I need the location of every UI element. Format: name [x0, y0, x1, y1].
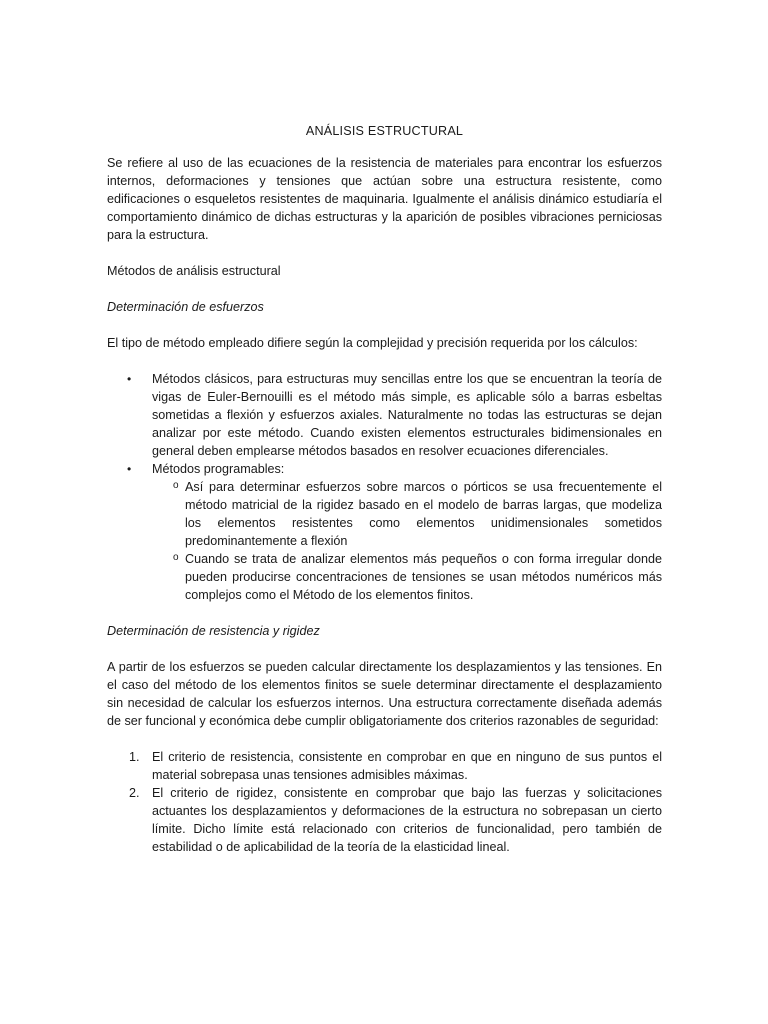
list-item — [107, 460, 662, 604]
list-number: 1. — [129, 750, 140, 764]
document-title: ANÁLISIS ESTRUCTURAL — [305, 124, 464, 138]
intro-paragraph: Se refiere al uso de las ecuaciones de la resistencia de materiales para encontrar los esfuerzos internos, deformaciones y tensiones que actúan sobre una estructura resistente, como edificaciones o esqueletos resistentes de maquinaria. Igualmente el análisis dinámico estudiaría el comportamiento dinámico de dichas estructuras y la aparición de posibles vibraciones perniciosas para la estructura. — [107, 156, 662, 242]
methods-lead-paragraph: El tipo de método empleado difiere según la complejidad y precisión requerida por los cálculos: — [107, 336, 638, 350]
methods-list — [107, 370, 662, 604]
list-item-text: Métodos programables: — [152, 462, 285, 476]
list-item-text: Métodos clásicos, para estructuras muy sencillas entre los que se encuentran la teoría de vigas de Euler-Bernouilli es el método más simple, es aplicable sólo a barras esbeltas sometidas a flexión y esfuerzos axiales. Naturalmente no todas las estructuras se dejan analizar por este método. Cuando existen elementos estructurales bidimensionales en general deben emplearse métodos basados en resolver ecuaciones diferenciales. — [152, 372, 662, 458]
sub-list-item-text: Cuando se trata de analizar elementos más pequeños o con forma irregular donde pueden producirse concentraciones de tensiones se usan métodos numéricos más complejos como el Método de los elementos finitos. — [185, 552, 662, 602]
subsection-heading-resistencia: Determinación de resistencia y rigidez — [107, 624, 320, 638]
subsection-heading-esfuerzos: Determinación de esfuerzos — [107, 300, 264, 314]
list-item-text: El criterio de rigidez, consistente en comprobar que bajo las fuerzas y solicitaciones actuantes los desplazamientos y deformaciones de la estructura no sobrepasan un cierto límite. Dicho límite está relacionado con criterios de funcionalidad, pero también de estabilidad o de aplicabilidad de la teoría de la elasticidad lineal. — [152, 786, 662, 854]
sub-list — [152, 478, 662, 604]
resistance-paragraph: A partir de los esfuerzos se pueden calcular directamente los desplazamientos y las tensiones. En el caso del método de los elementos finitos se suele determinar directamente el desplazamiento sin necesidad de calcular los esfuerzos internos. Una estructura correctamente diseñada además de ser funcional y económica debe cumplir obligatoriamente dos criterios razonables de seguridad: — [107, 660, 662, 728]
list-item — [107, 370, 662, 460]
list-item — [107, 784, 662, 856]
document-body — [107, 122, 662, 856]
bullet-icon: • — [127, 462, 132, 476]
section-heading: Métodos de análisis estructural — [107, 264, 281, 278]
criteria-list — [107, 748, 662, 856]
list-item — [107, 748, 662, 784]
list-item-text: El criterio de resistencia, consistente en comprobar en que en ninguno de sus puntos el material sobrepasa unas tensiones admisibles máximas. — [152, 750, 662, 782]
sub-list-item-text: Así para determinar esfuerzos sobre marcos o pórticos se usa frecuentemente el método matricial de la rigidez basado en el modelo de barras largas, que modeliza los elementos resistentes como elementos unidimensionales sometidos predominantemente a flexión — [185, 480, 662, 548]
circle-bullet-icon: o — [173, 552, 179, 563]
sub-list-item — [152, 478, 662, 550]
bullet-icon: • — [127, 372, 132, 386]
circle-bullet-icon: o — [173, 480, 179, 491]
list-number: 2. — [129, 786, 140, 800]
sub-list-item — [152, 550, 662, 604]
